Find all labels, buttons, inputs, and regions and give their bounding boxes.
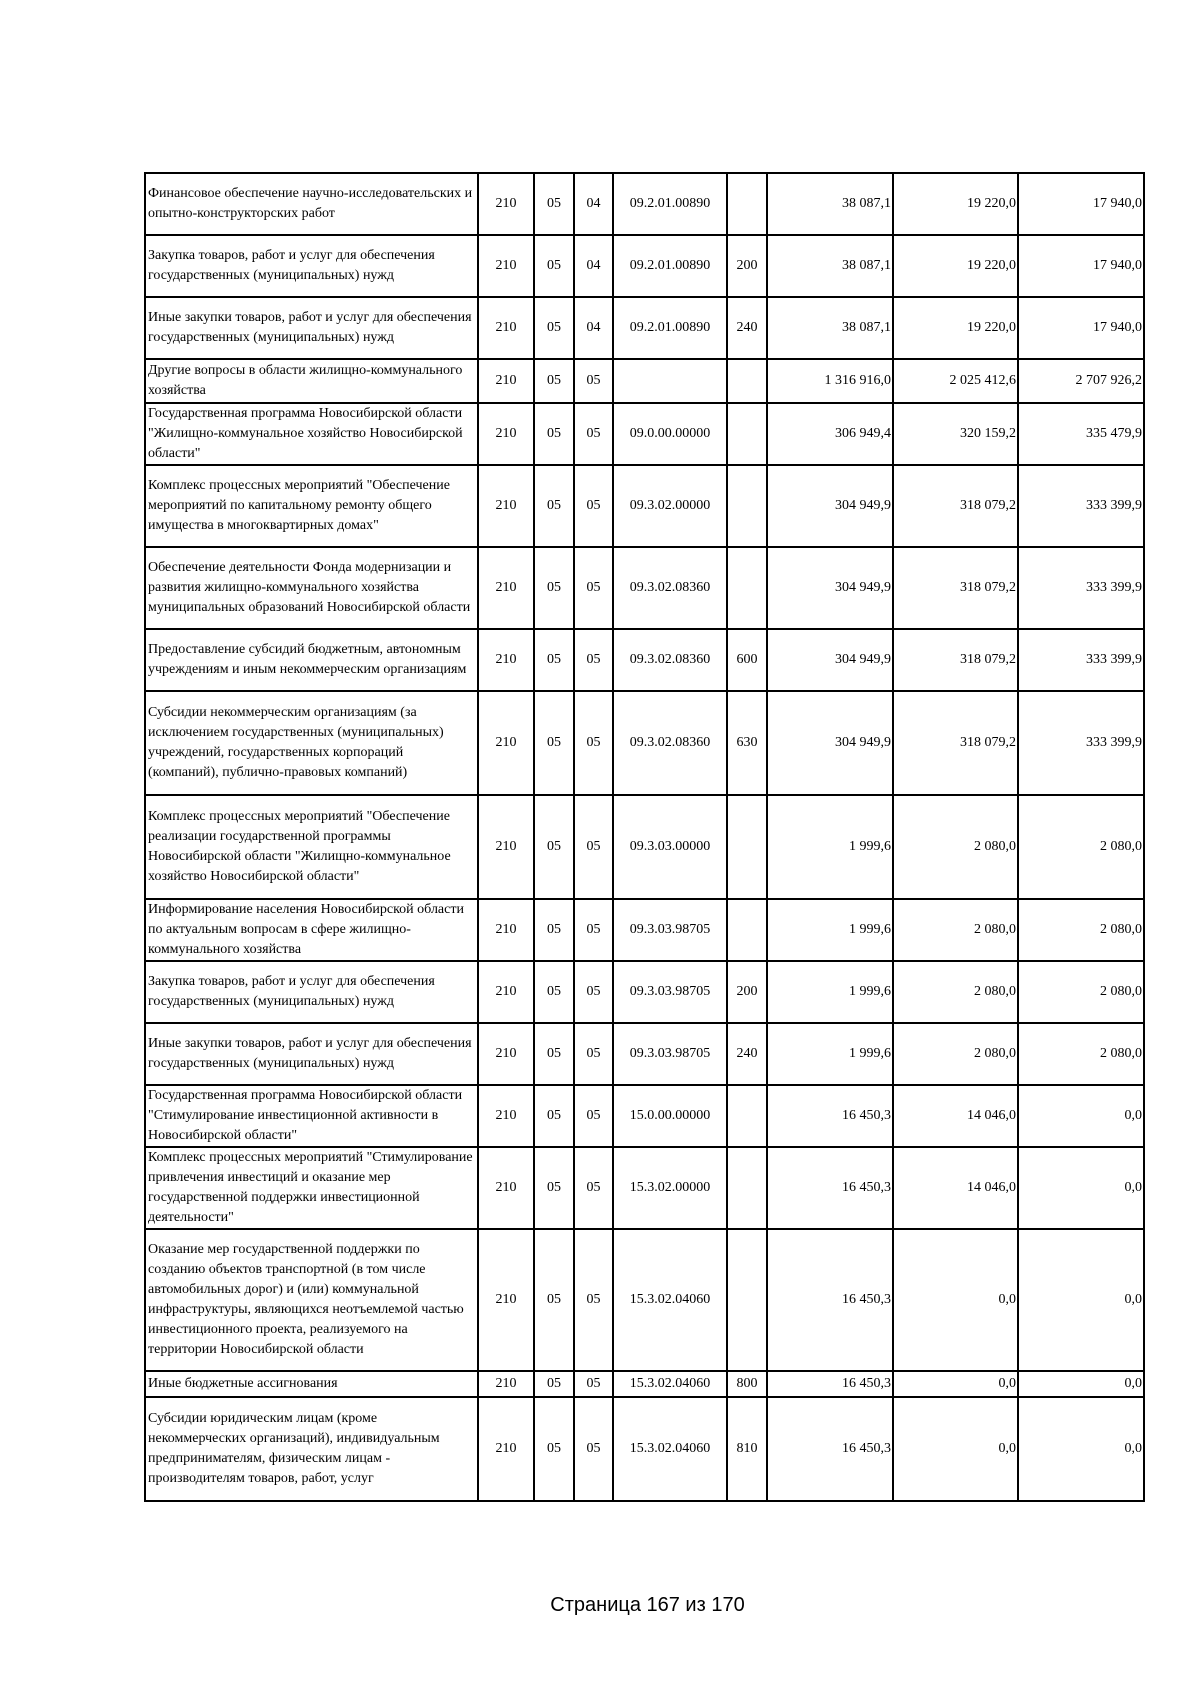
table-row xyxy=(145,1371,1144,1397)
cell-amount-year3: 333 399,9 xyxy=(1018,629,1144,691)
cell-subsection: 05 xyxy=(574,1023,613,1085)
cell-target-article: 15.3.02.00000 xyxy=(613,1147,727,1229)
table-row xyxy=(145,173,1144,235)
row-name: Предоставление субсидий бюджетным, автономным учреждениям и иным некоммерческим организациям xyxy=(145,629,478,691)
cell-expense-type: 630 xyxy=(727,691,767,795)
cell-amount-year3: 335 479,9 xyxy=(1018,403,1144,465)
row-name: Оказание мер государственной поддержки по созданию объектов транспортной (в том числе автомобильных дорог) и (или) коммунальной инфраструктуры, являющихся неотъемлемой частью инвестиционного проекта, реализуемого на территории Новосибирской области xyxy=(145,1229,478,1371)
cell-amount-year3: 2 707 926,2 xyxy=(1018,359,1144,403)
cell-amount-year1: 1 999,6 xyxy=(767,1023,893,1085)
cell-subsection: 04 xyxy=(574,173,613,235)
cell-grbs: 210 xyxy=(478,1147,534,1229)
cell-expense-type xyxy=(727,547,767,629)
cell-expense-type xyxy=(727,403,767,465)
cell-amount-year3: 17 940,0 xyxy=(1018,235,1144,297)
cell-grbs: 210 xyxy=(478,629,534,691)
cell-subsection: 05 xyxy=(574,1371,613,1397)
cell-target-article: 09.3.03.98705 xyxy=(613,1023,727,1085)
cell-amount-year1: 38 087,1 xyxy=(767,297,893,359)
cell-section: 05 xyxy=(534,547,574,629)
cell-subsection: 05 xyxy=(574,547,613,629)
cell-expense-type xyxy=(727,899,767,961)
cell-section: 05 xyxy=(534,629,574,691)
cell-amount-year2: 14 046,0 xyxy=(893,1147,1018,1229)
cell-section: 05 xyxy=(534,795,574,899)
cell-section: 05 xyxy=(534,235,574,297)
cell-target-article: 09.3.03.98705 xyxy=(613,961,727,1023)
cell-target-article: 09.3.02.00000 xyxy=(613,465,727,547)
cell-amount-year2: 2 080,0 xyxy=(893,1023,1018,1085)
cell-grbs: 210 xyxy=(478,235,534,297)
cell-section: 05 xyxy=(534,173,574,235)
cell-expense-type: 810 xyxy=(727,1397,767,1501)
row-name: Субсидии юридическим лицам (кроме некоммерческих организаций), индивидуальным предпринимателям, физическим лицам - производителям товаров, работ, услуг xyxy=(145,1397,478,1501)
budget-table xyxy=(144,172,1145,1502)
table-row xyxy=(145,403,1144,465)
cell-grbs: 210 xyxy=(478,795,534,899)
cell-subsection: 05 xyxy=(574,1229,613,1371)
row-name: Финансовое обеспечение научно-исследовательских и опытно-конструкторских работ xyxy=(145,173,478,235)
cell-grbs: 210 xyxy=(478,961,534,1023)
row-name: Субсидии некоммерческим организациям (за исключением государственных (муниципальных) учреждений, государственных корпораций (компаний), публично-правовых компаний) xyxy=(145,691,478,795)
cell-grbs: 210 xyxy=(478,691,534,795)
cell-amount-year2: 318 079,2 xyxy=(893,629,1018,691)
cell-subsection: 04 xyxy=(574,235,613,297)
row-name: Иные закупки товаров, работ и услуг для обеспечения государственных (муниципальных) нужд xyxy=(145,297,478,359)
row-name: Государственная программа Новосибирской области "Жилищно-коммунальное хозяйство Новосибирской области" xyxy=(145,403,478,465)
cell-expense-type xyxy=(727,795,767,899)
cell-section: 05 xyxy=(534,1229,574,1371)
cell-amount-year1: 38 087,1 xyxy=(767,173,893,235)
cell-grbs: 210 xyxy=(478,899,534,961)
cell-amount-year3: 333 399,9 xyxy=(1018,465,1144,547)
cell-amount-year3: 0,0 xyxy=(1018,1229,1144,1371)
cell-section: 05 xyxy=(534,1397,574,1501)
cell-amount-year1: 16 450,3 xyxy=(767,1085,893,1147)
cell-target-article: 09.2.01.00890 xyxy=(613,297,727,359)
cell-subsection: 05 xyxy=(574,465,613,547)
table-row xyxy=(145,1147,1144,1229)
cell-section: 05 xyxy=(534,961,574,1023)
cell-target-article: 09.3.02.08360 xyxy=(613,629,727,691)
cell-amount-year1: 304 949,9 xyxy=(767,691,893,795)
row-name: Обеспечение деятельности Фонда модернизации и развития жилищно-коммунального хозяйства муниципальных образований Новосибирской области xyxy=(145,547,478,629)
cell-amount-year1: 1 316 916,0 xyxy=(767,359,893,403)
page-footer: Страница 167 из 170 xyxy=(550,1594,745,1616)
cell-amount-year1: 16 450,3 xyxy=(767,1229,893,1371)
cell-amount-year1: 304 949,9 xyxy=(767,547,893,629)
row-name: Иные закупки товаров, работ и услуг для обеспечения государственных (муниципальных) нужд xyxy=(145,1023,478,1085)
row-name: Комплекс процессных мероприятий "Обеспечение реализации государственной программы Новосибирской области "Жилищно-коммунальное хозяйство Новосибирской области" xyxy=(145,795,478,899)
cell-expense-type xyxy=(727,359,767,403)
cell-target-article: 09.3.02.08360 xyxy=(613,691,727,795)
cell-section: 05 xyxy=(534,1085,574,1147)
cell-section: 05 xyxy=(534,297,574,359)
cell-target-article: 15.3.02.04060 xyxy=(613,1229,727,1371)
cell-amount-year1: 1 999,6 xyxy=(767,961,893,1023)
cell-amount-year1: 304 949,9 xyxy=(767,629,893,691)
cell-amount-year1: 16 450,3 xyxy=(767,1371,893,1397)
cell-section: 05 xyxy=(534,1147,574,1229)
cell-amount-year2: 0,0 xyxy=(893,1397,1018,1501)
cell-grbs: 210 xyxy=(478,297,534,359)
table-row xyxy=(145,547,1144,629)
cell-amount-year1: 306 949,4 xyxy=(767,403,893,465)
cell-expense-type xyxy=(727,1085,767,1147)
cell-grbs: 210 xyxy=(478,465,534,547)
row-name: Закупка товаров, работ и услуг для обеспечения государственных (муниципальных) нужд xyxy=(145,961,478,1023)
cell-amount-year2: 0,0 xyxy=(893,1371,1018,1397)
cell-amount-year1: 1 999,6 xyxy=(767,795,893,899)
cell-amount-year2: 2 080,0 xyxy=(893,961,1018,1023)
cell-amount-year2: 318 079,2 xyxy=(893,547,1018,629)
cell-subsection: 05 xyxy=(574,1147,613,1229)
cell-grbs: 210 xyxy=(478,403,534,465)
cell-subsection: 05 xyxy=(574,899,613,961)
cell-target-article: 09.2.01.00890 xyxy=(613,235,727,297)
cell-amount-year2: 318 079,2 xyxy=(893,691,1018,795)
table-row xyxy=(145,465,1144,547)
cell-amount-year3: 0,0 xyxy=(1018,1397,1144,1501)
cell-grbs: 210 xyxy=(478,173,534,235)
cell-section: 05 xyxy=(534,1371,574,1397)
cell-subsection: 05 xyxy=(574,629,613,691)
table-row xyxy=(145,691,1144,795)
row-name: Государственная программа Новосибирской области "Стимулирование инвестиционной активности в Новосибирской области" xyxy=(145,1085,478,1147)
cell-grbs: 210 xyxy=(478,1371,534,1397)
row-name: Иные бюджетные ассигнования xyxy=(145,1371,478,1397)
cell-amount-year1: 304 949,9 xyxy=(767,465,893,547)
cell-subsection: 05 xyxy=(574,359,613,403)
row-name: Информирование населения Новосибирской области по актуальным вопросам в сфере жилищно-коммунального хозяйства xyxy=(145,899,478,961)
table-row xyxy=(145,795,1144,899)
table-row xyxy=(145,235,1144,297)
cell-amount-year3: 2 080,0 xyxy=(1018,961,1144,1023)
cell-amount-year1: 38 087,1 xyxy=(767,235,893,297)
row-name: Закупка товаров, работ и услуг для обеспечения государственных (муниципальных) нужд xyxy=(145,235,478,297)
cell-expense-type xyxy=(727,1147,767,1229)
table-row xyxy=(145,1023,1144,1085)
row-name: Комплекс процессных мероприятий "Обеспечение мероприятий по капитальному ремонту общего имущества в многоквартирных домах" xyxy=(145,465,478,547)
cell-expense-type: 240 xyxy=(727,297,767,359)
cell-target-article: 09.2.01.00890 xyxy=(613,173,727,235)
cell-section: 05 xyxy=(534,1023,574,1085)
cell-target-article: 15.3.02.04060 xyxy=(613,1371,727,1397)
cell-section: 05 xyxy=(534,403,574,465)
cell-amount-year3: 0,0 xyxy=(1018,1147,1144,1229)
cell-subsection: 05 xyxy=(574,1397,613,1501)
cell-expense-type: 240 xyxy=(727,1023,767,1085)
cell-amount-year3: 2 080,0 xyxy=(1018,899,1144,961)
cell-subsection: 05 xyxy=(574,795,613,899)
cell-expense-type: 200 xyxy=(727,235,767,297)
cell-grbs: 210 xyxy=(478,1023,534,1085)
cell-expense-type: 800 xyxy=(727,1371,767,1397)
cell-target-article: 15.0.00.00000 xyxy=(613,1085,727,1147)
table-row xyxy=(145,899,1144,961)
cell-amount-year3: 17 940,0 xyxy=(1018,173,1144,235)
cell-section: 05 xyxy=(534,465,574,547)
row-name: Другие вопросы в области жилищно-коммунального хозяйства xyxy=(145,359,478,403)
table-body xyxy=(145,173,1144,1501)
cell-amount-year2: 2 025 412,6 xyxy=(893,359,1018,403)
cell-amount-year3: 0,0 xyxy=(1018,1085,1144,1147)
cell-target-article: 09.3.02.08360 xyxy=(613,547,727,629)
cell-subsection: 05 xyxy=(574,691,613,795)
cell-amount-year3: 17 940,0 xyxy=(1018,297,1144,359)
table-row xyxy=(145,1397,1144,1501)
cell-grbs: 210 xyxy=(478,1085,534,1147)
cell-amount-year3: 333 399,9 xyxy=(1018,691,1144,795)
cell-amount-year2: 0,0 xyxy=(893,1229,1018,1371)
cell-amount-year2: 318 079,2 xyxy=(893,465,1018,547)
cell-subsection: 05 xyxy=(574,403,613,465)
cell-target-article: 09.0.00.00000 xyxy=(613,403,727,465)
cell-amount-year1: 16 450,3 xyxy=(767,1147,893,1229)
cell-amount-year3: 0,0 xyxy=(1018,1371,1144,1397)
cell-amount-year3: 2 080,0 xyxy=(1018,795,1144,899)
table-row xyxy=(145,961,1144,1023)
cell-target-article: 09.3.03.98705 xyxy=(613,899,727,961)
cell-amount-year2: 19 220,0 xyxy=(893,297,1018,359)
cell-grbs: 210 xyxy=(478,1397,534,1501)
table-row xyxy=(145,1229,1144,1371)
cell-grbs: 210 xyxy=(478,547,534,629)
cell-expense-type xyxy=(727,173,767,235)
cell-expense-type xyxy=(727,465,767,547)
cell-amount-year2: 320 159,2 xyxy=(893,403,1018,465)
cell-section: 05 xyxy=(534,691,574,795)
cell-target-article: 15.3.02.04060 xyxy=(613,1397,727,1501)
cell-target-article: 09.3.03.00000 xyxy=(613,795,727,899)
cell-subsection: 05 xyxy=(574,1085,613,1147)
cell-amount-year2: 14 046,0 xyxy=(893,1085,1018,1147)
cell-amount-year2: 2 080,0 xyxy=(893,899,1018,961)
cell-section: 05 xyxy=(534,899,574,961)
cell-expense-type: 600 xyxy=(727,629,767,691)
cell-amount-year2: 2 080,0 xyxy=(893,795,1018,899)
table-row xyxy=(145,1085,1144,1147)
cell-expense-type xyxy=(727,1229,767,1371)
cell-amount-year1: 1 999,6 xyxy=(767,899,893,961)
cell-expense-type: 200 xyxy=(727,961,767,1023)
cell-amount-year1: 16 450,3 xyxy=(767,1397,893,1501)
cell-amount-year3: 2 080,0 xyxy=(1018,1023,1144,1085)
cell-amount-year3: 333 399,9 xyxy=(1018,547,1144,629)
row-name: Комплекс процессных мероприятий "Стимулирование привлечения инвестиций и оказание мер государственной поддержки инвестиционной деятельности" xyxy=(145,1147,478,1229)
cell-target-article xyxy=(613,359,727,403)
cell-grbs: 210 xyxy=(478,359,534,403)
table-row xyxy=(145,297,1144,359)
cell-amount-year2: 19 220,0 xyxy=(893,235,1018,297)
cell-subsection: 05 xyxy=(574,961,613,1023)
cell-amount-year2: 19 220,0 xyxy=(893,173,1018,235)
cell-grbs: 210 xyxy=(478,1229,534,1371)
cell-subsection: 04 xyxy=(574,297,613,359)
table-row xyxy=(145,359,1144,403)
cell-section: 05 xyxy=(534,359,574,403)
table-row xyxy=(145,629,1144,691)
